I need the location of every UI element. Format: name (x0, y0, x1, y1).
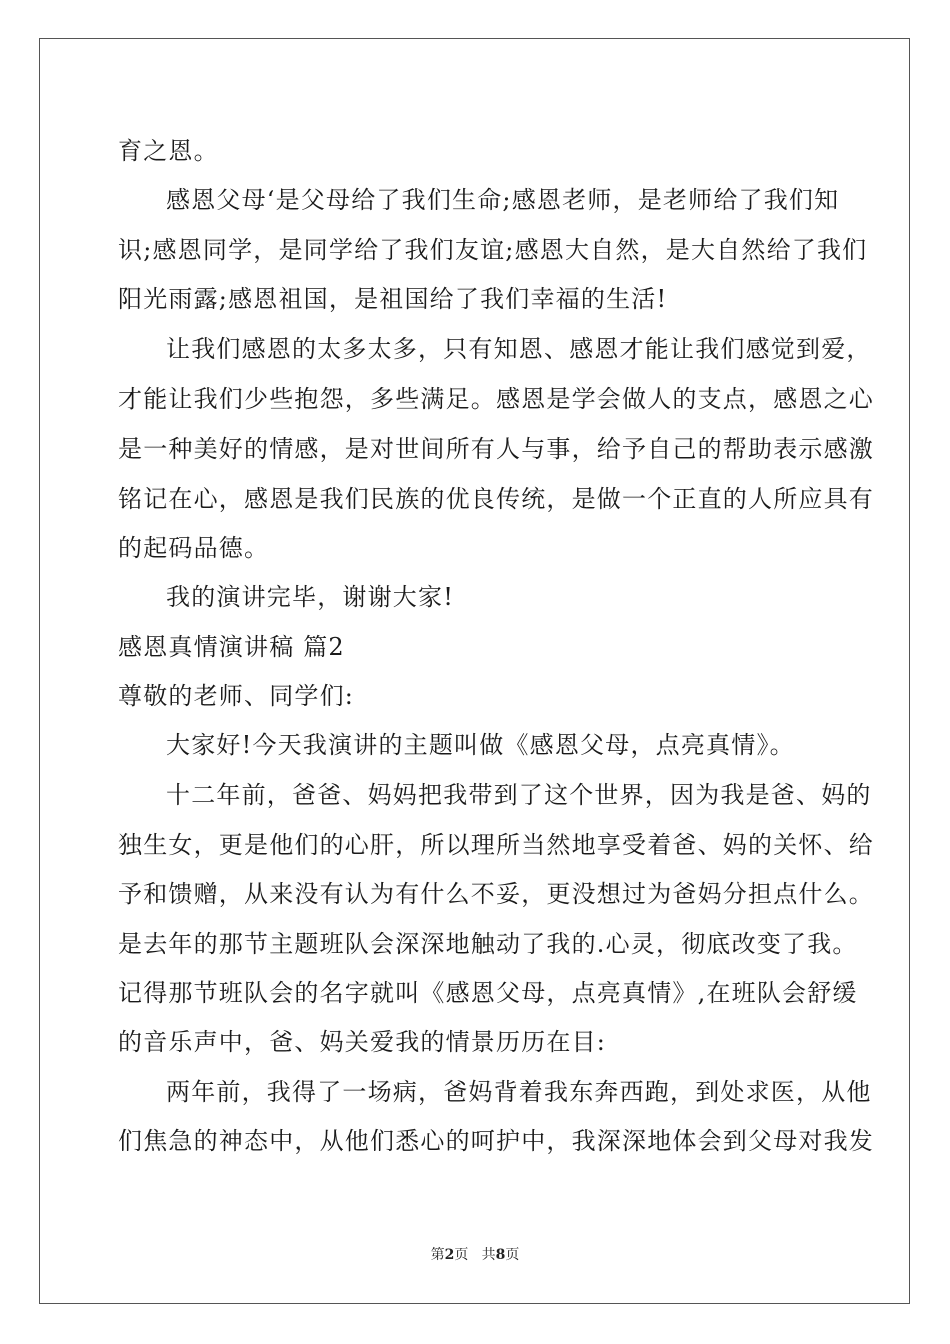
text-line: 我的演讲完毕，谢谢大家! (166, 583, 455, 611)
text-line: 们焦急的神态中，从他们悉心的呵护中，我深深地体会到父母对我发 (118, 1127, 874, 1155)
text-line: 是一种美好的情感，是对世间所有人与事，给予自己的帮助表示感激 (118, 435, 874, 463)
total-label-prefix: 共 (481, 1247, 496, 1263)
text-line: 是去年的那节主题班队会深深地触动了我的.心灵，彻底改变了我。 (118, 930, 858, 958)
text-line: 独生女，更是他们的心肝，所以理所当然地享受着爸、妈的关怀、给 (118, 831, 874, 859)
section-heading: 感恩真情演讲稿 篇2 (118, 633, 345, 661)
text-line: 阳光雨露;感恩祖国，是祖国给了我们幸福的生活! (118, 285, 668, 313)
text-line: 予和馈赠，从来没有认为有什么不妥，更没想过为爸妈分担点什么。 (118, 880, 874, 908)
text-line: 大家好!今天我演讲的主题叫做《感恩父母，点亮真情》。 (166, 731, 795, 759)
text-line: 铭记在心，感恩是我们民族的优良传统，是做一个正直的人所应具有 (118, 485, 874, 513)
page-border (39, 38, 910, 1304)
text-line: 两年前，我得了一场病，爸妈背着我东奔西跑，到处求医，从他 (166, 1078, 872, 1106)
page-number: 2 (444, 1247, 455, 1263)
text-line: 感恩父母‘是父母给了我们生命;感恩老师，是老师给了我们知 (166, 186, 840, 214)
text-line: 记得那节班队会的名字就叫《感恩父母，点亮真情》,在班队会舒缓 (118, 979, 858, 1007)
page-footer (0, 1246, 950, 1264)
text-line: 让我们感恩的太多太多，只有知恩、感恩才能让我们感觉到爱， (166, 335, 872, 363)
text-line: 识;感恩同学，是同学给了我们友谊;感恩大自然，是大自然给了我们 (118, 236, 868, 264)
text-line: 的音乐声中，爸、妈关爱我的情景历历在目: (118, 1028, 607, 1056)
page-label-suffix: 页 (454, 1247, 469, 1263)
text-line: 才能让我们少些抱怨，多些满足。感恩是学会做人的支点，感恩之心 (118, 385, 874, 413)
page-label-prefix: 第 (430, 1247, 445, 1263)
text-line: 育之恩。 (118, 137, 219, 165)
text-line: 十二年前，爸爸、妈妈把我带到了这个世界，因为我是爸、妈的 (166, 781, 872, 809)
text-line: 的起码品德。 (118, 534, 270, 562)
salutation: 尊敬的老师、同学们: (118, 682, 355, 710)
total-pages: 8 (495, 1247, 506, 1263)
total-label-suffix: 页 (505, 1247, 520, 1263)
